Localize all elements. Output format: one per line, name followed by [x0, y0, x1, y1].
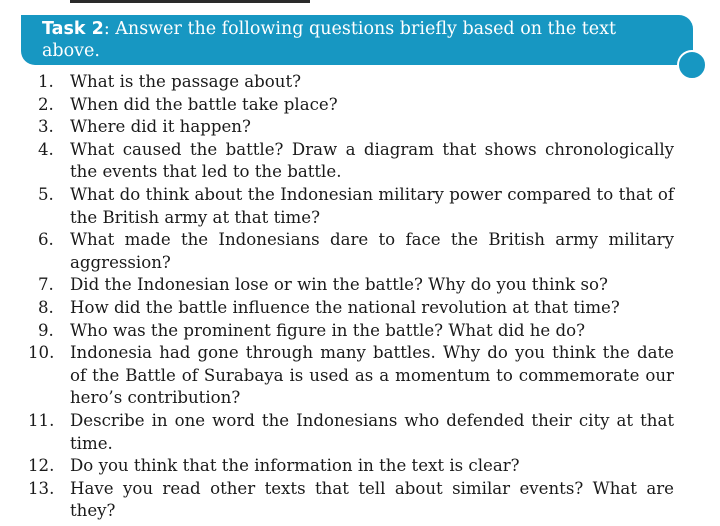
question-text: Did the Indonesian lose or win the battle? Why do you think so?	[70, 275, 608, 295]
list-item	[28, 71, 674, 94]
question-text: Indonesia had gone through many battles. Why do you think the date of the Battle of Surabaya is used as a momentum to commemorate our hero’s contribution?	[70, 343, 674, 408]
list-item	[28, 229, 674, 274]
question-number: 2.	[38, 94, 54, 114]
question-text: Where did it happen?	[70, 117, 251, 137]
question-number: 12.	[28, 456, 55, 476]
list-item	[28, 116, 674, 139]
list-item	[28, 274, 674, 297]
question-number: 5.	[38, 184, 54, 204]
list-item	[28, 342, 674, 410]
list-item	[28, 410, 674, 455]
question-number: 10.	[28, 343, 55, 363]
question-text: What do think about the Indonesian military power compared to that of the British army at that time?	[70, 184, 674, 227]
question-number: 8.	[38, 297, 54, 317]
list-item	[28, 297, 674, 320]
list-item	[28, 139, 674, 184]
list-item	[28, 94, 674, 117]
top-divider-line	[70, 0, 310, 3]
list-item	[28, 478, 674, 523]
list-item	[28, 320, 674, 343]
task-label: Task 2	[42, 19, 104, 39]
task-instruction: : Answer the following questions briefly based on the text above.	[42, 19, 617, 61]
banner-dot-icon	[677, 50, 707, 80]
question-number: 7.	[38, 275, 54, 295]
question-text: What made the Indonesians dare to face the British army military aggression?	[70, 230, 674, 272]
question-text: Who was the prominent figure in the battle? What did he do?	[70, 320, 586, 340]
question-text: Have you read other texts that tell about similar events? What are they?	[70, 478, 674, 521]
question-text: What is the passage about?	[70, 72, 302, 91]
question-text: What caused the battle? Draw a diagram that shows chronologically the events that led to the battle.	[70, 139, 674, 182]
question-number: 6.	[38, 230, 54, 250]
question-text: Describe in one word the Indonesians who defended their city at that time.	[70, 410, 674, 453]
question-number: 4.	[38, 139, 54, 159]
list-item	[28, 184, 674, 229]
list-item	[28, 455, 674, 478]
question-text: Do you think that the information in the text is clear?	[70, 456, 520, 476]
question-list	[28, 71, 674, 523]
question-text: When did the battle take place?	[70, 94, 338, 114]
question-number: 9.	[38, 320, 54, 340]
question-number: 13.	[28, 478, 55, 498]
question-number: 1.	[38, 72, 54, 91]
question-text: How did the battle influence the national revolution at that time?	[70, 297, 620, 317]
question-number: 11.	[28, 410, 55, 430]
question-number: 3.	[38, 117, 54, 137]
task-banner	[21, 15, 693, 65]
